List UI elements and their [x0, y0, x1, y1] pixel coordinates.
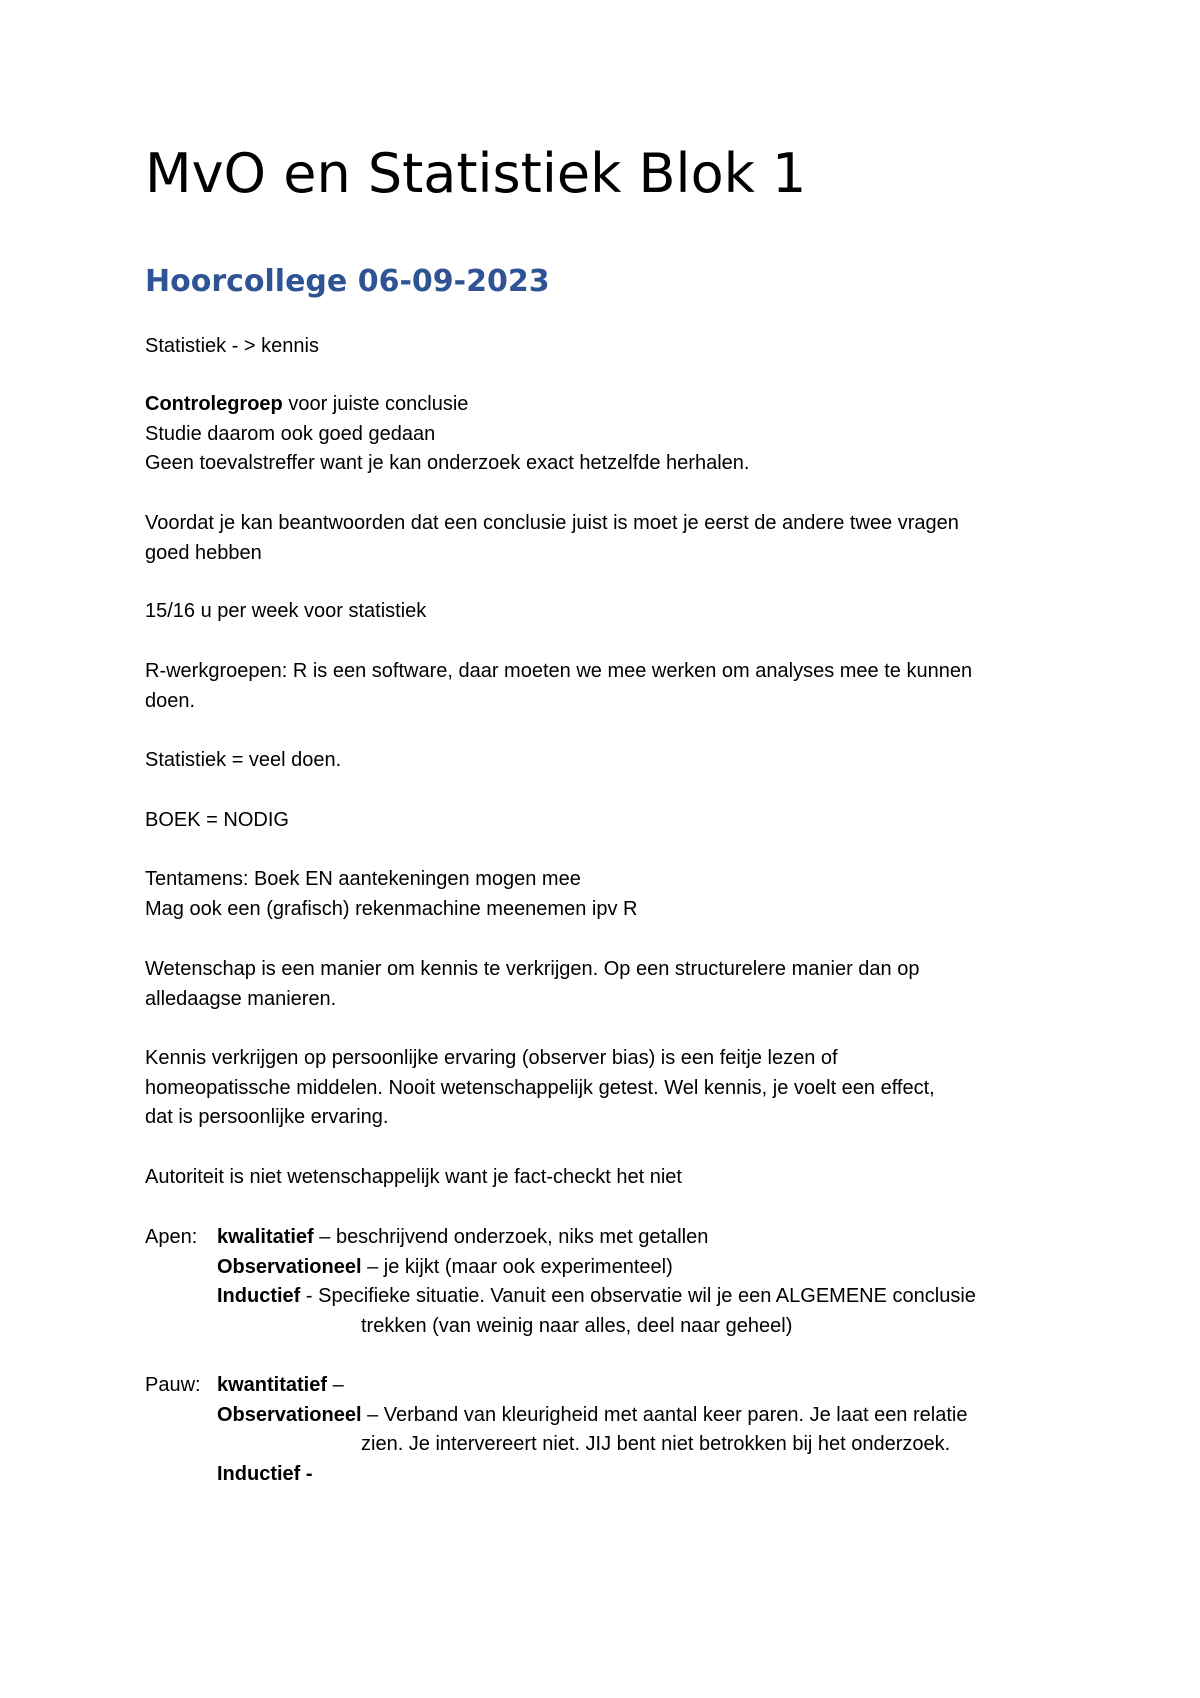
paragraph-line: Studie daarom ook goed gedaan — [145, 422, 436, 445]
paragraph-line — [145, 390, 1065, 420]
paragraph-10 — [145, 1044, 1065, 1133]
paragraph-line: Statistiek = veel doen. — [145, 749, 342, 771]
apen-label: Apen: — [145, 1226, 198, 1248]
paragraph-2 — [145, 390, 1065, 479]
paragraph-line: alledaagse manieren. — [145, 987, 337, 1010]
paragraph-line: Wetenschap is een manier om kennis te verkrijgen. Op een structurelere manier dan op — [145, 958, 920, 980]
paragraph-6 — [145, 746, 1065, 776]
apen-line-3 — [217, 1282, 976, 1312]
lecture-heading: Hoorcollege 06-09-2023 — [145, 264, 550, 299]
text-run: – — [327, 1374, 344, 1396]
paragraph-4 — [145, 597, 1065, 627]
paragraph-8 — [145, 865, 1065, 924]
text-run: - Specifieke situatie. Vanuit een observatie wil je een ALGEMENE conclusie — [300, 1285, 976, 1307]
pauw-line-3: zien. Je intervereert niet. JIJ bent niet betrokken bij het onderzoek. — [361, 1433, 951, 1455]
paragraph-9 — [145, 955, 1065, 1014]
apen-line-2 — [217, 1253, 673, 1283]
paragraph-line: homeopatissche middelen. Nooit wetenschappelijk getest. Wel kennis, je voelt een effect, — [145, 1076, 935, 1099]
paragraph-1 — [145, 332, 1065, 362]
paragraph-line: Geen toevalstreffer want je kan onderzoek exact hetzelfde herhalen. — [145, 452, 750, 474]
apen-line-1 — [217, 1223, 708, 1253]
paragraph-7 — [145, 806, 1065, 836]
paragraph-line: Mag ook een (grafisch) rekenmachine meenemen ipv R — [145, 897, 638, 920]
bold-term: Inductief — [217, 1285, 301, 1307]
paragraph-line: Kennis verkrijgen op persoonlijke ervaring (observer bias) is een feitje lezen of — [145, 1047, 838, 1069]
paragraph-line: Voordat je kan beantwoorden dat een conclusie juist is moet je eerst de andere twee vragen — [145, 512, 959, 534]
paragraph-line: dat is persoonlijke ervaring. — [145, 1106, 389, 1128]
bold-term: kwantitatief — [217, 1374, 328, 1396]
paragraph-line: Autoriteit is niet wetenschappelijk want je fact-checkt het niet — [145, 1166, 682, 1188]
bold-term: kwalitatief — [217, 1226, 314, 1248]
paragraph-line: goed hebben — [145, 541, 262, 564]
paragraph-5 — [145, 657, 1065, 716]
paragraph-line: Tentamens: Boek EN aantekeningen mogen mee — [145, 868, 581, 890]
pauw-line-1 — [217, 1371, 344, 1401]
pauw-line-4 — [217, 1460, 313, 1490]
paragraph-line: BOEK = NODIG — [145, 809, 289, 831]
bold-term: Observationeel — [217, 1404, 362, 1426]
pauw-label: Pauw: — [145, 1374, 201, 1396]
text-run: – Verband van kleurigheid met aantal keer paren. Je laat een relatie — [361, 1404, 968, 1426]
paragraph-line: R-werkgroepen: R is een software, daar moeten we mee werken om analyses mee te kunnen — [145, 660, 973, 682]
paragraph-line: doen. — [145, 689, 196, 712]
apen-line-4: trekken (van weinig naar alles, deel naar geheel) — [361, 1315, 793, 1337]
paragraph-line: Statistiek - > kennis — [145, 335, 319, 357]
text-run: – beschrijvend onderzoek, niks met getallen — [313, 1226, 709, 1248]
bold-term: Observationeel — [217, 1256, 362, 1278]
bold-term: Controlegroep — [145, 393, 283, 415]
document-title: MvO en Statistiek Blok 1 — [145, 142, 807, 205]
paragraph-3 — [145, 509, 1065, 568]
pauw-line-2 — [217, 1401, 967, 1431]
paragraph-line: 15/16 u per week voor statistiek — [145, 600, 427, 622]
bold-term: Inductief - — [217, 1463, 313, 1485]
text-run: – je kijkt (maar ook experimenteel) — [361, 1256, 673, 1278]
paragraph-11 — [145, 1163, 1065, 1193]
text-run: voor juiste conclusie — [282, 393, 469, 415]
